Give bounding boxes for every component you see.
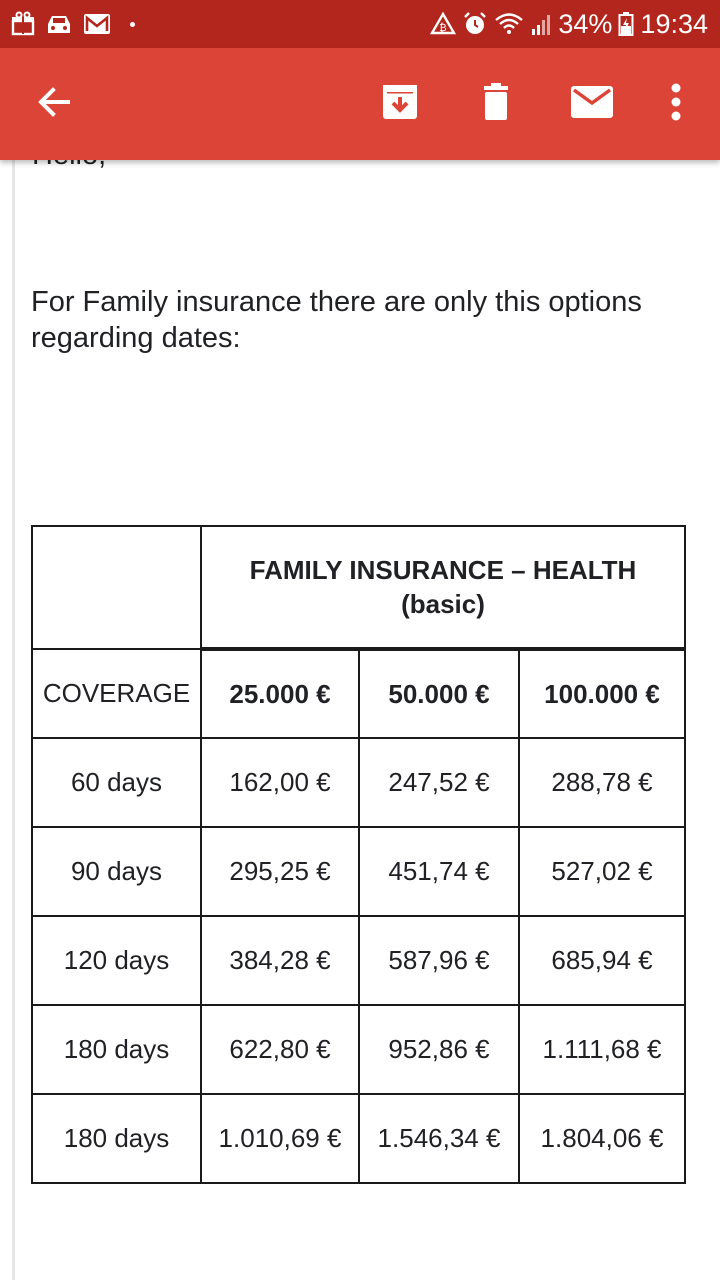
price-cell: 451,74 € [359,827,519,916]
status-bar [0,0,720,48]
coverage-label: COVERAGE [32,649,201,738]
coverage-level: 50.000 € [359,649,519,738]
gift-icon [10,11,36,37]
price-cell: 1.804,06 € [519,1094,685,1183]
price-cell: 162,00 € [201,738,359,827]
price-cell: 295,25 € [201,827,359,916]
system-icons [430,9,708,40]
coverage-row [32,649,685,738]
battery-charging-icon [618,11,634,37]
table-header-row [32,526,685,649]
coverage-level: 25.000 € [201,649,359,738]
price-cell: 288,78 € [519,738,685,827]
price-cell: 622,80 € [201,1005,359,1094]
archive-icon [380,82,420,127]
price-cell: 1.010,69 € [201,1094,359,1183]
price-cell: 685,94 € [519,916,685,1005]
table-title: FAMILY INSURANCE – HEALTH [249,555,637,585]
coverage-level: 100.000 € [519,649,685,738]
svg-text:₿: ₿ [439,23,448,34]
duration-cell: 180 days [32,1094,201,1183]
table-row [32,1094,685,1183]
more-options-button[interactable] [640,48,712,160]
table-title-cell [201,526,685,649]
table-row [32,738,685,827]
car-icon [44,11,74,37]
intro-text: For Family insurance there are only this options regarding dates: [31,286,642,354]
notification-icons [10,11,135,37]
price-cell: 587,96 € [359,916,519,1005]
delete-button[interactable] [460,48,532,160]
duration-cell: 60 days [32,738,201,827]
signal-icon [530,11,552,37]
price-cell: 952,86 € [359,1005,519,1094]
table-row [32,916,685,1005]
quote-divider [12,160,15,1280]
archive-button[interactable] [364,48,436,160]
alarm-icon [462,11,488,37]
more-vert-icon [670,82,682,127]
price-cell: 527,02 € [519,827,685,916]
price-cell: 384,28 € [201,916,359,1005]
table-subtitle: (basic) [401,589,485,619]
table-row [32,1005,685,1094]
battery-percent: 34% [558,8,613,39]
clock: 19:34 [640,8,708,39]
mark-unread-icon [570,84,614,125]
message-body [0,160,720,1280]
duration-cell: 180 days [32,1005,201,1094]
insurance-table [31,525,686,1184]
back-button[interactable] [18,48,90,160]
app-bar [0,48,720,160]
wifi-icon [494,11,524,37]
delete-icon [476,82,516,127]
arrow-back-icon [34,82,74,127]
empty-header-cell [32,526,201,649]
mark-unread-button[interactable] [556,48,628,160]
price-cell: 247,52 € [359,738,519,827]
duration-cell: 120 days [32,916,201,1005]
data-saver-icon [430,11,456,37]
more-notifications-icon [130,22,135,27]
price-cell: 1.546,34 € [359,1094,519,1183]
table-row [32,827,685,916]
gmail-icon [82,11,112,37]
price-cell: 1.111,68 € [519,1005,685,1094]
duration-cell: 90 days [32,827,201,916]
